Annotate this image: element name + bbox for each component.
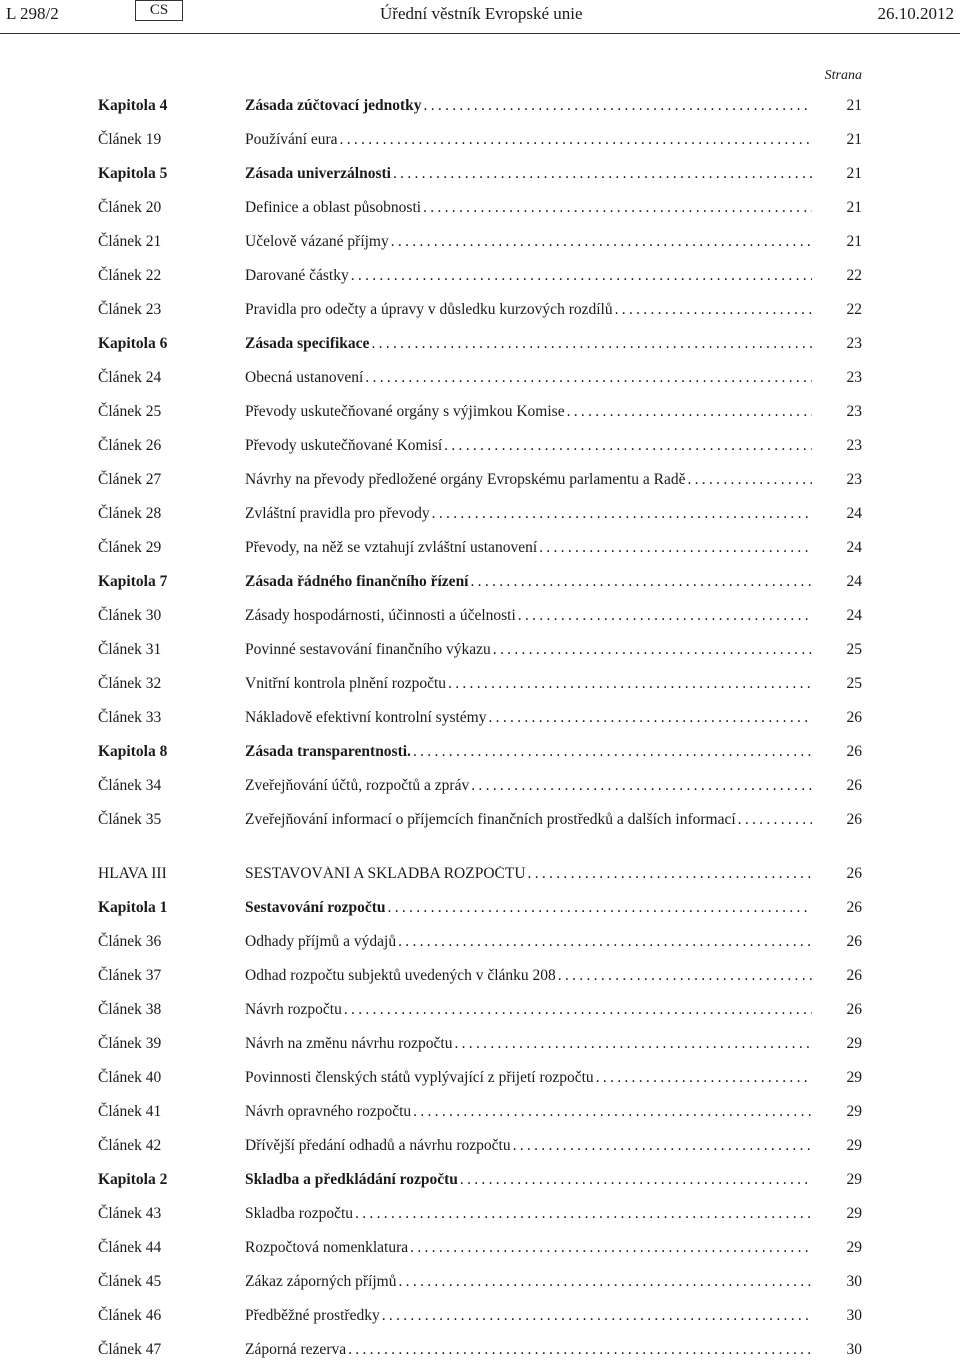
toc-entry-title: Obecná ustanovení <box>245 370 364 386</box>
toc-entry-title-group <box>245 710 816 726</box>
toc-entry-title-group <box>245 472 816 488</box>
toc-entry-page-number: 26 <box>846 811 862 829</box>
toc-entry-title-group <box>245 676 816 692</box>
toc-entry-page-number: 26 <box>846 967 862 985</box>
dot-leader <box>444 438 812 454</box>
toc-entry-page-number: 29 <box>846 1171 862 1189</box>
dot-leader <box>410 1240 812 1256</box>
toc-entry-title-group <box>245 1002 816 1018</box>
toc-entry-title: Sestavování rozpočtu <box>245 900 386 916</box>
toc-entry-page-number: 26 <box>846 899 862 917</box>
toc-entry-page-number: 29 <box>846 1137 862 1155</box>
publication-date: 26.10.2012 <box>877 4 954 23</box>
toc-entry-label: Kapitola 2 <box>98 1171 168 1189</box>
toc-entry-title-group <box>245 370 816 386</box>
dot-leader <box>687 472 812 488</box>
toc-entry-title-group <box>245 98 816 114</box>
toc-entry[interactable] <box>98 259 862 293</box>
dot-leader <box>493 642 812 658</box>
toc-entry-page-number: 25 <box>846 675 862 693</box>
toc-entry-page-number: 30 <box>846 1307 862 1325</box>
toc-entry[interactable] <box>98 191 862 225</box>
toc-entry-label: Článek 30 <box>98 607 162 625</box>
toc-entry-title: Zásada řádného finančního řízení <box>245 574 469 590</box>
toc-entry-page-number: 23 <box>846 369 862 387</box>
dot-leader <box>513 1138 812 1154</box>
toc-entry-title-group <box>245 1070 816 1086</box>
toc-entry[interactable] <box>98 531 862 565</box>
toc-entry-title-group <box>245 574 816 590</box>
dot-leader <box>391 234 812 250</box>
toc-entry-title: Předběžné prostředky <box>245 1308 380 1324</box>
toc-entry-title-group <box>245 934 816 950</box>
toc-entry-label: Článek 20 <box>98 199 162 217</box>
toc-entry-label: Článek 45 <box>98 1273 162 1291</box>
dot-leader <box>344 1002 812 1018</box>
toc-entry-title: Rozpočtová nomenklatura <box>245 1240 409 1256</box>
toc-entry-title: Převody uskutečňované orgány s výjimkou Komise <box>245 404 565 420</box>
toc-entry-title: Odhady příjmů a výdajů <box>245 934 397 950</box>
toc-entry-title: Definice a oblast působnosti <box>245 200 422 216</box>
toc-entry-label: Článek 38 <box>98 1001 162 1019</box>
toc-entry[interactable] <box>98 1027 862 1061</box>
toc-entry-title: Vnitřní kontrola plnění rozpočtu <box>245 676 447 692</box>
toc-entry-title: Zásada transparentnosti. <box>245 744 411 760</box>
dot-leader <box>539 540 812 556</box>
toc-entry-label: Článek 19 <box>98 131 162 149</box>
toc-entry-title: Zásada specifikace <box>245 336 370 352</box>
toc-entry-label: Článek 25 <box>98 403 162 421</box>
dot-leader <box>432 506 812 522</box>
toc-entry-page-number: 26 <box>846 743 862 761</box>
toc-entry-page-number: 25 <box>846 641 862 659</box>
toc-entry-page-number: 22 <box>846 301 862 319</box>
toc-entry-label: Článek 21 <box>98 233 162 251</box>
toc-entry[interactable] <box>98 1265 862 1299</box>
toc-entry-page-number: 29 <box>846 1205 862 1223</box>
dot-leader <box>355 1206 812 1222</box>
toc-entry-page-number: 21 <box>846 199 862 217</box>
toc-entry[interactable] <box>98 395 862 429</box>
toc-entry-title: Účelově vázané příjmy <box>245 234 389 250</box>
toc-entry[interactable] <box>98 1061 862 1095</box>
toc-entry-label: Článek 35 <box>98 811 162 829</box>
toc-entry-page-number: 30 <box>846 1341 862 1359</box>
dot-leader <box>382 1308 812 1324</box>
table-of-contents <box>98 89 862 1367</box>
toc-entry-title-group <box>245 1240 816 1256</box>
toc-entry[interactable] <box>98 891 862 925</box>
toc-entry-page-number: 29 <box>846 1103 862 1121</box>
toc-entry-label: HLAVA III <box>98 865 167 883</box>
toc-entry-label: Kapitola 8 <box>98 743 168 761</box>
toc-entry-title-group <box>245 506 816 522</box>
toc-entry[interactable] <box>98 89 862 123</box>
dot-leader <box>528 866 812 882</box>
toc-entry-label: Článek 42 <box>98 1137 162 1155</box>
toc-entry[interactable] <box>98 803 862 837</box>
toc-entry-label: Článek 36 <box>98 933 162 951</box>
toc-entry-title: Zveřejňování informací o příjemcích finančních prostředků a dalších informací <box>245 812 736 828</box>
toc-entry-title: Nákladově efektivní kontrolní systémy <box>245 710 487 726</box>
toc-entry-page-number: 26 <box>846 777 862 795</box>
page-column-heading: Strana <box>824 68 862 83</box>
toc-entry-title-group <box>245 1036 816 1052</box>
toc-entry-title-group <box>245 1104 816 1120</box>
toc-entry-title: Návrh rozpočtu <box>245 1002 342 1018</box>
dot-leader <box>454 1036 812 1052</box>
toc-entry[interactable] <box>98 633 862 667</box>
dot-leader <box>399 1274 813 1290</box>
language-badge: CS <box>135 0 183 21</box>
toc-entry-title: Dřívější předání odhadů a návrhu rozpočtu <box>245 1138 511 1154</box>
toc-entry-title-group <box>245 1342 816 1358</box>
dot-leader <box>518 608 812 624</box>
toc-entry-title: Odhad rozpočtu subjektů uvedených v článku 208 <box>245 968 556 984</box>
toc-entry-title-group <box>245 234 816 250</box>
toc-entry-title: Používání eura <box>245 132 338 148</box>
page-reference: L 298/2 <box>6 4 59 23</box>
toc-entry[interactable] <box>98 959 862 993</box>
toc-entry-title-group <box>245 302 816 318</box>
toc-entry-page-number: 23 <box>846 403 862 421</box>
toc-entry-title-group <box>245 866 816 882</box>
dot-leader <box>348 1342 812 1358</box>
toc-entry-title-group <box>245 642 816 658</box>
toc-entry-page-number: 23 <box>846 437 862 455</box>
toc-entry-title: Zákaz záporných příjmů <box>245 1274 397 1290</box>
dot-leader <box>351 268 812 284</box>
toc-entry[interactable] <box>98 327 862 361</box>
toc-entry-label: Článek 39 <box>98 1035 162 1053</box>
toc-entry-title: Zveřejňování účtů, rozpočtů a zpráv <box>245 778 470 794</box>
toc-entry[interactable] <box>98 225 862 259</box>
dot-leader <box>398 934 812 950</box>
toc-entry-title: Zvláštní pravidla pro převody <box>245 506 430 522</box>
toc-entry-title-group <box>245 608 816 624</box>
toc-entry-label: Článek 47 <box>98 1341 162 1359</box>
toc-entry-page-number: 30 <box>846 1273 862 1291</box>
toc-entry-label: Článek 40 <box>98 1069 162 1087</box>
toc-entry[interactable] <box>98 1299 862 1333</box>
dot-leader <box>393 166 812 182</box>
toc-entry-title: Skladba a předkládání rozpočtu <box>245 1172 458 1188</box>
toc-entry[interactable] <box>98 361 862 395</box>
toc-entry-label: Kapitola 6 <box>98 335 168 353</box>
toc-entry-page-number: 21 <box>846 233 862 251</box>
toc-entry-title-group <box>245 1274 816 1290</box>
toc-entry-title: Návrh na změnu návrhu rozpočtu <box>245 1036 453 1052</box>
toc-entry-title: Záporná rezerva <box>245 1342 347 1358</box>
toc-entry-page-number: 26 <box>846 709 862 727</box>
toc-entry-title-group <box>245 540 816 556</box>
toc-entry-title: Zásady hospodárnosti, účinnosti a účelnosti <box>245 608 516 624</box>
toc-entry-title-group <box>245 1308 816 1324</box>
toc-entry-label: Článek 33 <box>98 709 162 727</box>
toc-entry[interactable] <box>98 735 862 769</box>
dot-leader <box>423 200 812 216</box>
toc-entry-label: Kapitola 1 <box>98 899 168 917</box>
toc-entry-page-number: 26 <box>846 1001 862 1019</box>
dot-leader <box>615 302 812 318</box>
toc-entry[interactable] <box>98 1333 862 1367</box>
dot-leader <box>424 98 812 114</box>
toc-entry-title-group <box>245 968 816 984</box>
toc-entry[interactable] <box>98 769 862 803</box>
dot-leader <box>448 676 812 692</box>
toc-entry-title-group <box>245 744 816 760</box>
toc-entry-title: Povinnosti členských států vyplývající z přijetí rozpočtu <box>245 1070 594 1086</box>
toc-entry-label: Článek 29 <box>98 539 162 557</box>
toc-entry-title: Převody uskutečňované Komisí <box>245 438 443 454</box>
toc-entry[interactable] <box>98 1095 862 1129</box>
toc-entry[interactable] <box>98 1163 862 1197</box>
toc-entry-label: Kapitola 5 <box>98 165 168 183</box>
toc-entry[interactable] <box>98 1197 862 1231</box>
toc-entry[interactable] <box>98 1231 862 1265</box>
toc-entry-title-group <box>245 268 816 284</box>
toc-entry-title: Zásada zúčtovací jednotky <box>245 98 422 114</box>
toc-entry-label: Kapitola 4 <box>98 97 168 115</box>
dot-leader <box>413 1104 812 1120</box>
toc-entry-label: Článek 31 <box>98 641 162 659</box>
toc-entry-page-number: 24 <box>846 539 862 557</box>
toc-entry-label: Článek 23 <box>98 301 162 319</box>
toc-entry-label: Článek 37 <box>98 967 162 985</box>
toc-entry[interactable] <box>98 993 862 1027</box>
dot-leader <box>558 968 812 984</box>
toc-entry-title-group <box>245 336 816 352</box>
dot-leader <box>460 1172 812 1188</box>
toc-entry-label: Článek 44 <box>98 1239 162 1257</box>
toc-entry-label: Článek 46 <box>98 1307 162 1325</box>
toc-entry-label: Článek 43 <box>98 1205 162 1223</box>
toc-entry-page-number: 29 <box>846 1239 862 1257</box>
toc-entry-title-group <box>245 778 816 794</box>
dot-leader <box>371 336 812 352</box>
toc-entry-label: Článek 28 <box>98 505 162 523</box>
toc-entry-label: Článek 41 <box>98 1103 162 1121</box>
dot-leader <box>388 900 812 916</box>
toc-entry-title: Skladba rozpočtu <box>245 1206 354 1222</box>
toc-entry[interactable] <box>98 429 862 463</box>
toc-entry[interactable] <box>98 123 862 157</box>
toc-entry-page-number: 24 <box>846 573 862 591</box>
toc-entry-title: Pravidla pro odečty a úpravy v důsledku kurzových rozdílů <box>245 302 613 318</box>
toc-entry-title-group <box>245 166 816 182</box>
toc-entry-title-group <box>245 200 816 216</box>
dot-leader <box>738 812 812 828</box>
dot-leader <box>365 370 812 386</box>
toc-entry-page-number: 26 <box>846 865 862 883</box>
toc-entry-title: Návrh opravného rozpočtu <box>245 1104 412 1120</box>
toc-entry[interactable] <box>98 667 862 701</box>
toc-entry-title-group <box>245 812 816 828</box>
toc-entry[interactable] <box>98 293 862 327</box>
toc-entry-title-group <box>245 900 816 916</box>
toc-entry-page-number: 29 <box>846 1069 862 1087</box>
toc-entry-page-number: 21 <box>846 165 862 183</box>
toc-entry-page-number: 26 <box>846 933 862 951</box>
toc-entry[interactable] <box>98 701 862 735</box>
toc-entry[interactable] <box>98 1129 862 1163</box>
toc-entry-page-number: 23 <box>846 335 862 353</box>
toc-entry-label: Článek 24 <box>98 369 162 387</box>
journal-title: Úřední věstník Evropské unie <box>380 4 583 23</box>
toc-entry-page-number: 23 <box>846 471 862 489</box>
toc-entry-label: Článek 22 <box>98 267 162 285</box>
toc-entry[interactable] <box>98 565 862 599</box>
toc-entry[interactable] <box>98 463 862 497</box>
dot-leader <box>413 744 812 760</box>
toc-entry-title-group <box>245 1138 816 1154</box>
toc-entry-label: Článek 26 <box>98 437 162 455</box>
dot-leader <box>596 1070 812 1086</box>
dot-leader <box>489 710 813 726</box>
toc-entry-title: Návrhy na převody předložené orgány Evropskému parlamentu a Radě <box>245 472 686 488</box>
toc-entry[interactable] <box>98 857 862 891</box>
toc-entry-title-group <box>245 438 816 454</box>
toc-entry-title: Zásada univerzálnosti <box>245 166 391 182</box>
dot-leader <box>471 574 813 590</box>
toc-entry-page-number: 24 <box>846 505 862 523</box>
dot-leader <box>471 778 812 794</box>
toc-entry-label: Článek 27 <box>98 471 162 489</box>
toc-entry-title-group <box>245 1206 816 1222</box>
toc-entry-label: Článek 32 <box>98 675 162 693</box>
toc-entry[interactable] <box>98 497 862 531</box>
toc-entry-page-number: 29 <box>846 1035 862 1053</box>
page-header <box>0 0 960 34</box>
toc-entry-label: Článek 34 <box>98 777 162 795</box>
toc-entry-title-group <box>245 132 816 148</box>
toc-entry[interactable] <box>98 925 862 959</box>
toc-entry-title: Převody, na něž se vztahují zvláštní ustanovení <box>245 540 538 556</box>
dot-leader <box>567 404 812 420</box>
toc-entry[interactable] <box>98 599 862 633</box>
toc-entry-title-group <box>245 1172 816 1188</box>
toc-entry-page-number: 21 <box>846 97 862 115</box>
toc-entry[interactable] <box>98 157 862 191</box>
toc-entry-title: SESTAVOVÁNÍ A SKLADBA ROZPOČTU <box>245 866 526 882</box>
toc-entry-label: Kapitola 7 <box>98 573 168 591</box>
toc-entry-page-number: 21 <box>846 131 862 149</box>
toc-entry-title: Povinné sestavování finančního výkazu <box>245 642 491 658</box>
dot-leader <box>340 132 812 148</box>
toc-entry-page-number: 22 <box>846 267 862 285</box>
toc-entry-title: Darované částky <box>245 268 349 284</box>
toc-entry-title-group <box>245 404 816 420</box>
toc-entry-page-number: 24 <box>846 607 862 625</box>
